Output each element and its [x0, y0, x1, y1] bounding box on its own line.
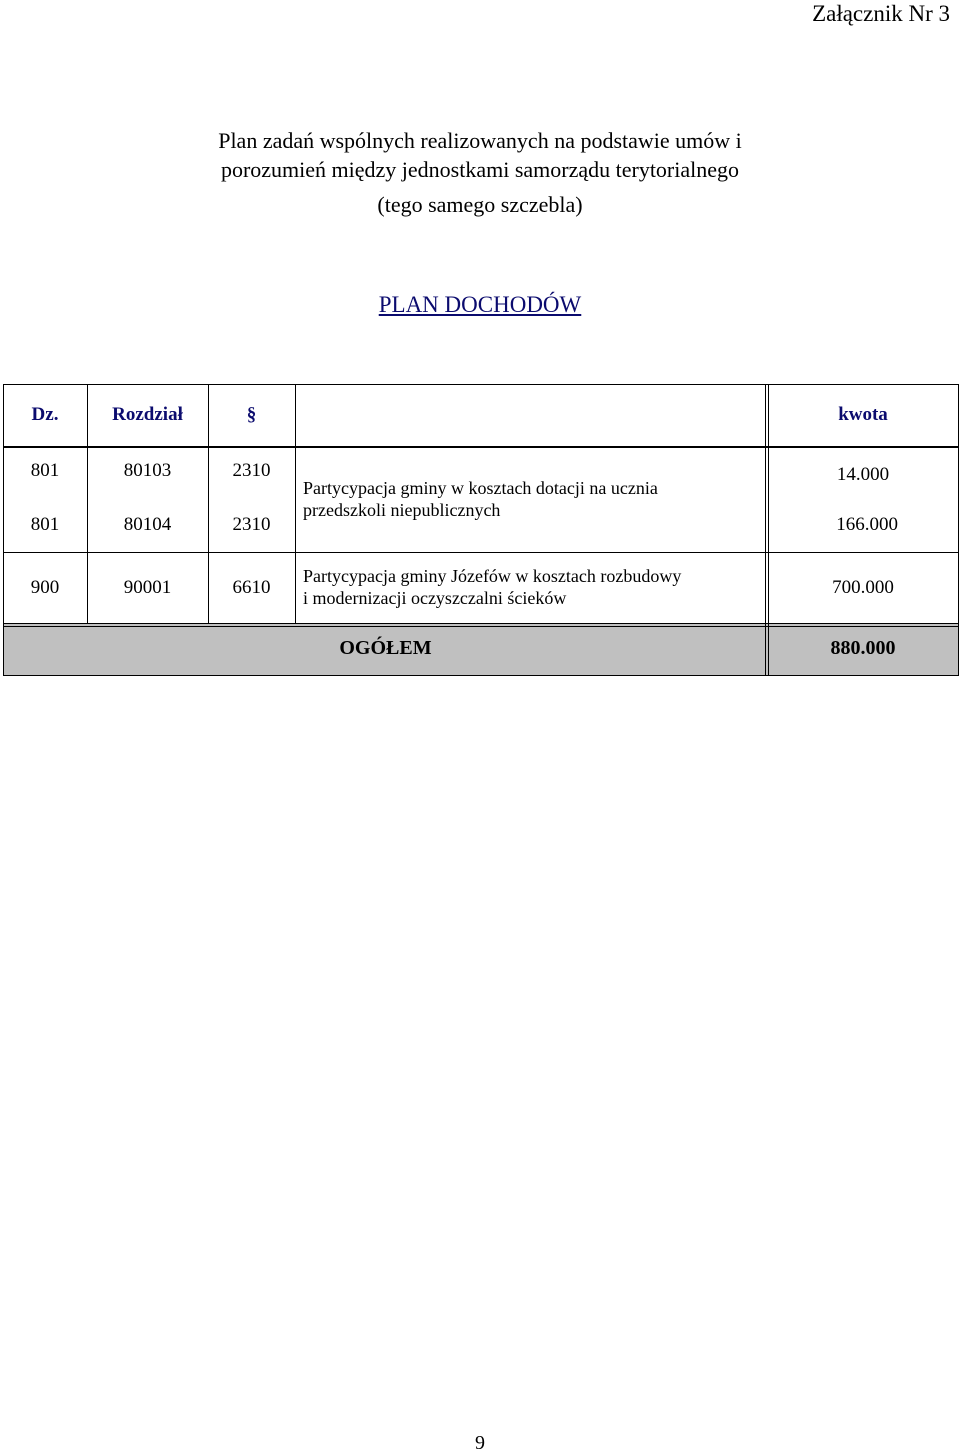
col-divider-description	[765, 384, 766, 676]
document-title	[0, 126, 960, 219]
total-label: OGÓŁEM	[339, 637, 432, 659]
row3-rozdzial: 90001	[123, 577, 172, 598]
col-divider-paragraph	[295, 384, 296, 624]
row2-rozdzial: 80104	[123, 514, 172, 535]
total-separator-1	[3, 623, 959, 624]
row1-kwota: 14.000	[836, 464, 890, 485]
plan-heading: PLAN DOCHODÓW	[378, 292, 582, 317]
row1-dz: 801	[30, 460, 60, 481]
annex-label: Załącznik Nr 3	[812, 1, 950, 26]
title-line-1: Plan zadań wspólnych realizowanych na podstawie umów i	[218, 128, 742, 153]
group1-description-line2: przedszkoli niepublicznych	[303, 500, 501, 520]
title-line-3: (tego samego szczebla)	[377, 192, 583, 217]
row3-paragraph: 6610	[232, 577, 271, 598]
group2-description	[303, 565, 763, 609]
row3-dz: 900	[30, 577, 60, 598]
group1-description	[303, 477, 763, 521]
row1-paragraph: 2310	[232, 460, 271, 481]
page-number: 9	[475, 1432, 485, 1454]
row2-dz: 801	[30, 514, 60, 535]
row1-rozdzial: 80103	[123, 460, 172, 481]
group1-description-line1: Partycypacja gminy w kosztach dotacji na ucznia	[303, 478, 658, 498]
row3-kwota: 700.000	[832, 577, 894, 598]
group2-description-line1: Partycypacja gminy Józefów w kosztach rozbudowy	[303, 566, 682, 586]
income-plan-table	[3, 384, 959, 676]
total-separator-2	[3, 626, 959, 627]
table-border-bottom	[3, 675, 959, 676]
header-dz: Dz.	[31, 404, 59, 425]
title-line-2: porozumień między jednostkami samorządu terytorialnego	[220, 157, 740, 182]
header-rozdzial: Rozdział	[112, 404, 183, 425]
header-kwota: kwota	[838, 404, 888, 425]
header-paragraph: §	[246, 404, 257, 425]
table-border-right	[958, 384, 959, 676]
group2-description-line2: i modernizacji oczyszczalni ścieków	[303, 588, 567, 608]
row2-paragraph: 2310	[232, 514, 271, 535]
header-separator	[3, 446, 959, 448]
total-value: 880.000	[830, 637, 896, 659]
row2-kwota: 166.000	[836, 514, 898, 535]
row-separator	[3, 552, 959, 553]
